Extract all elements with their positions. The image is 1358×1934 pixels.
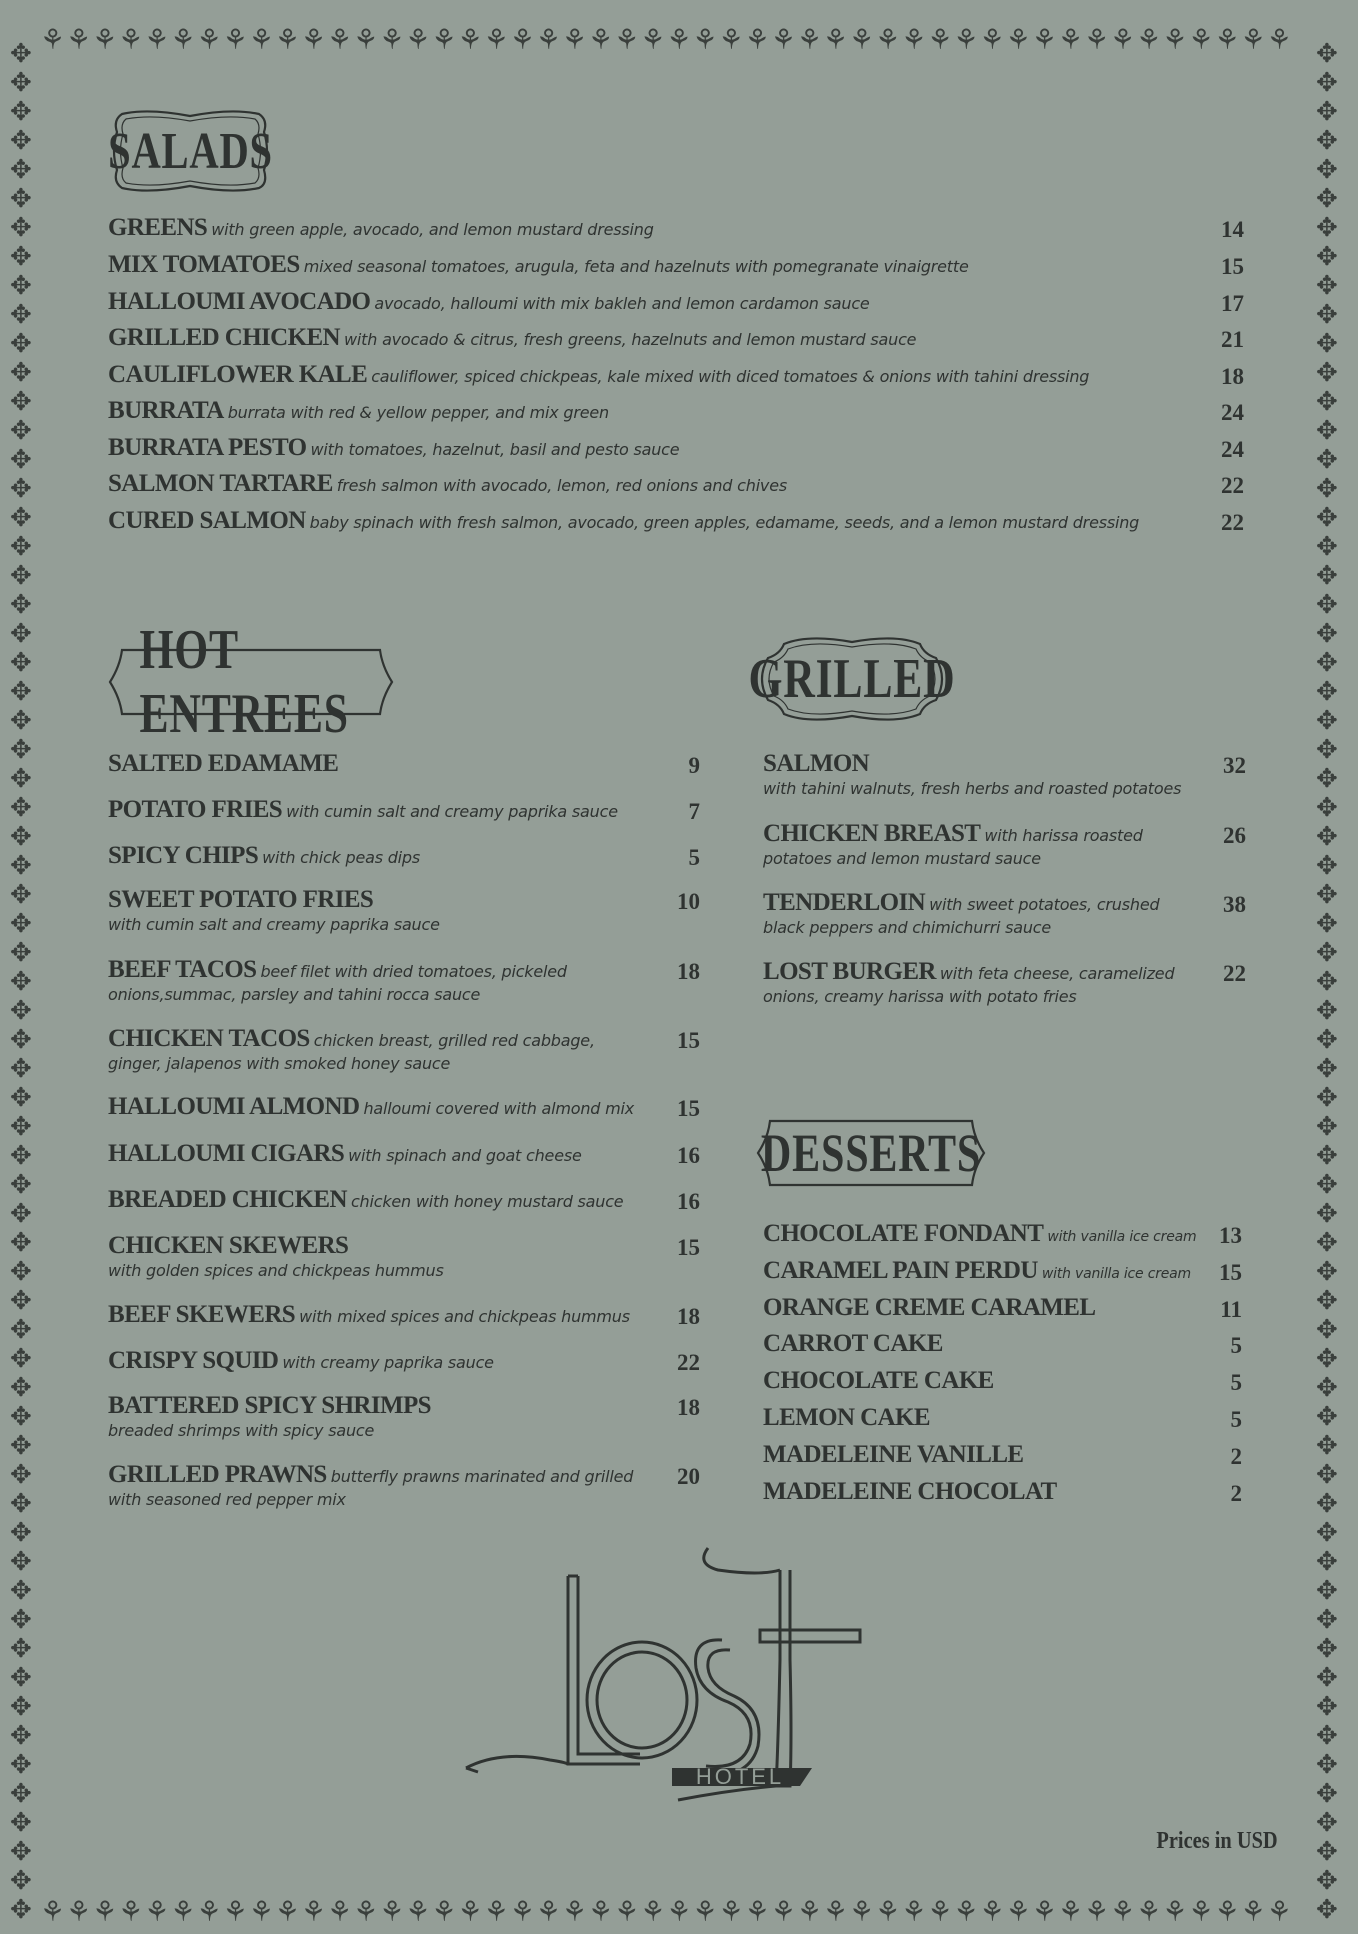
item-description: chicken breast, grilled red cabbage, bbox=[313, 1031, 595, 1050]
item-price: 22 bbox=[1221, 510, 1244, 535]
desserts-item bbox=[763, 1367, 1233, 1395]
desserts-item bbox=[763, 1294, 1233, 1322]
hot-entrees-item bbox=[108, 1140, 668, 1168]
item-price: 16 bbox=[677, 1143, 700, 1168]
item-price: 13 bbox=[1219, 1223, 1242, 1248]
item-name: BEEF TACOS bbox=[108, 956, 257, 983]
item-price: 15 bbox=[677, 1235, 700, 1260]
item-description: cauliflower, spiced chickpeas, kale mixed with diced tomatoes & onions with tahini dressing bbox=[371, 367, 1090, 386]
item-price: 2 bbox=[1230, 1481, 1242, 1506]
salads-item bbox=[108, 361, 1218, 389]
item-description: with sweet potatoes, crushed bbox=[929, 895, 1160, 914]
item-name: CHOCOLATE CAKE bbox=[763, 1367, 994, 1394]
item-name: MIX TOMATOES bbox=[108, 251, 300, 278]
item-price: 10 bbox=[677, 889, 700, 914]
item-price: 18 bbox=[677, 959, 700, 984]
item-name: CRISPY SQUID bbox=[108, 1347, 279, 1374]
item-description: burrata with red & yellow pepper, and mix green bbox=[227, 403, 609, 422]
item-name: LEMON CAKE bbox=[763, 1404, 930, 1431]
item-description-line2: onions, creamy harissa with potato fries bbox=[763, 987, 1077, 1006]
item-name: CHICKEN TACOS bbox=[108, 1025, 310, 1052]
item-description: with avocado & citrus, fresh greens, hazelnuts and lemon mustard sauce bbox=[344, 330, 917, 349]
item-price: 15 bbox=[677, 1096, 700, 1121]
item-description-line2: breaded shrimps with spicy sauce bbox=[108, 1421, 375, 1440]
item-description-line2: black peppers and chimichurri sauce bbox=[763, 918, 1052, 937]
hot-entrees-header-frame bbox=[108, 619, 394, 745]
item-description: with green apple, avocado, and lemon mustard dressing bbox=[211, 220, 654, 239]
item-name: POTATO FRIES bbox=[108, 796, 283, 823]
item-price: 2 bbox=[1230, 1444, 1242, 1469]
border-left-ornament: ✥✥✥✥✥✥✥✥✥✥✥✥✥✥✥✥✥✥✥✥✥✥✥✥✥✥✥✥✥✥✥✥✥✥✥✥✥✥✥✥✥✥✥✥✥✥✥✥✥✥✥✥✥✥✥✥✥✥✥✥✥✥✥✥✥ bbox=[10, 39, 32, 1925]
item-name: HALLOUMI CIGARS bbox=[108, 1140, 345, 1167]
hot-entrees-item bbox=[108, 842, 668, 870]
hot-entrees-item bbox=[108, 1461, 668, 1509]
lost-hotel-logo bbox=[460, 1540, 900, 1810]
item-name: BREADED CHICKEN bbox=[108, 1186, 347, 1213]
item-name: MADELEINE CHOCOLAT bbox=[763, 1478, 1057, 1505]
item-name: CHICKEN SKEWERS bbox=[108, 1232, 349, 1259]
item-name: MADELEINE VANILLE bbox=[763, 1441, 1024, 1468]
item-name: CAULIFLOWER KALE bbox=[108, 361, 368, 388]
item-name: HALLOUMI ALMOND bbox=[108, 1093, 360, 1120]
hot-entrees-item bbox=[108, 1025, 668, 1073]
item-price: 22 bbox=[1223, 961, 1246, 986]
item-description: halloumi covered with almond mix bbox=[363, 1099, 635, 1118]
item-price: 20 bbox=[677, 1464, 700, 1489]
desserts-item bbox=[763, 1257, 1233, 1285]
item-name: BURRATA bbox=[108, 397, 224, 424]
grilled-item bbox=[763, 820, 1223, 868]
item-name: SALMON TARTARE bbox=[108, 470, 333, 497]
desserts-item bbox=[763, 1478, 1233, 1506]
grilled-title: GRILLED bbox=[748, 648, 956, 710]
salads-item bbox=[108, 288, 1218, 316]
border-right-ornament: ✥✥✥✥✥✥✥✥✥✥✥✥✥✥✥✥✥✥✥✥✥✥✥✥✥✥✥✥✥✥✥✥✥✥✥✥✥✥✥✥✥✥✥✥✥✥✥✥✥✥✥✥✥✥✥✥✥✥✥✥✥✥✥✥✥ bbox=[1316, 39, 1338, 1925]
item-price: 24 bbox=[1221, 437, 1244, 462]
item-price: 38 bbox=[1223, 892, 1246, 917]
item-name: CHICKEN BREAST bbox=[763, 820, 981, 847]
item-description: with vanilla ice cream bbox=[1047, 1229, 1197, 1245]
item-price: 7 bbox=[688, 799, 700, 824]
item-description-line2: with golden spices and chickpeas hummus bbox=[108, 1261, 444, 1280]
item-price: 21 bbox=[1221, 327, 1244, 352]
item-description: baby spinach with fresh salmon, avocado, green apples, edamame, seeds, and a lemon mustard dressing bbox=[309, 513, 1140, 532]
salads-item bbox=[108, 470, 1218, 498]
item-description: beef filet with dried tomatoes, pickeled bbox=[260, 962, 567, 981]
hot-entrees-item bbox=[108, 1186, 668, 1214]
item-price: 15 bbox=[1221, 254, 1244, 279]
item-price: 18 bbox=[1221, 364, 1244, 389]
item-description-line2: potatoes and lemon mustard sauce bbox=[763, 849, 1041, 868]
hot-entrees-item bbox=[108, 750, 668, 778]
desserts-item bbox=[763, 1330, 1233, 1358]
item-description-line2: with cumin salt and creamy paprika sauce bbox=[108, 915, 440, 934]
item-description: with creamy paprika sauce bbox=[282, 1353, 494, 1372]
item-name: BATTERED SPICY SHRIMPS bbox=[108, 1392, 431, 1419]
item-description-line2: onions,summac, parsley and tahini rocca sauce bbox=[108, 985, 481, 1004]
salads-item bbox=[108, 507, 1218, 535]
item-description: with spinach and goat cheese bbox=[348, 1146, 582, 1165]
item-name: ORANGE CREME CARAMEL bbox=[763, 1294, 1096, 1321]
item-name: CHOCOLATE FONDANT bbox=[763, 1220, 1044, 1247]
grilled-item bbox=[763, 889, 1223, 937]
item-description-line2: with seasoned red pepper mix bbox=[108, 1490, 346, 1509]
item-description: with feta cheese, caramelized bbox=[939, 964, 1175, 983]
grilled-item bbox=[763, 750, 1223, 798]
item-price: 5 bbox=[1230, 1407, 1242, 1432]
hot-entrees-item bbox=[108, 886, 668, 934]
salads-title: SALADS bbox=[108, 122, 273, 180]
salads-item bbox=[108, 434, 1218, 462]
desserts-item bbox=[763, 1220, 1233, 1248]
grilled-item bbox=[763, 958, 1223, 1006]
hot-entrees-title: HOT ENTREES bbox=[139, 619, 349, 745]
item-name: GREENS bbox=[108, 214, 208, 241]
item-description: with harissa roasted bbox=[984, 826, 1143, 845]
border-top-ornament: ⚘⚘⚘⚘⚘⚘⚘⚘⚘⚘⚘⚘⚘⚘⚘⚘⚘⚘⚘⚘⚘⚘⚘⚘⚘⚘⚘⚘⚘⚘⚘⚘⚘⚘⚘⚘⚘⚘⚘⚘⚘⚘⚘⚘⚘⚘⚘⚘ bbox=[40, 23, 1293, 56]
item-name: BURRATA PESTO bbox=[108, 434, 307, 461]
border-bottom-ornament: ⚘⚘⚘⚘⚘⚘⚘⚘⚘⚘⚘⚘⚘⚘⚘⚘⚘⚘⚘⚘⚘⚘⚘⚘⚘⚘⚘⚘⚘⚘⚘⚘⚘⚘⚘⚘⚘⚘⚘⚘⚘⚘⚘⚘⚘⚘⚘⚘ bbox=[40, 1895, 1293, 1928]
item-name: CARAMEL PAIN PERDU bbox=[763, 1257, 1038, 1284]
item-price: 24 bbox=[1221, 400, 1244, 425]
item-price: 16 bbox=[677, 1189, 700, 1214]
item-description: fresh salmon with avocado, lemon, red onions and chives bbox=[336, 476, 787, 495]
logo-hotel-text: HOTEL bbox=[695, 1764, 785, 1789]
item-name: SALTED EDAMAME bbox=[108, 750, 339, 777]
item-price: 15 bbox=[677, 1028, 700, 1053]
item-description-line2: ginger, jalapenos with smoked honey sauce bbox=[108, 1054, 451, 1073]
item-description: avocado, halloumi with mix bakleh and lemon cardamon sauce bbox=[374, 294, 870, 313]
item-name: TENDERLOIN bbox=[763, 889, 926, 916]
desserts-title: DESSERTS bbox=[760, 1123, 982, 1183]
salads-item bbox=[108, 324, 1218, 352]
item-price: 18 bbox=[677, 1304, 700, 1329]
item-description: butterfly prawns marinated and grilled bbox=[330, 1467, 634, 1486]
item-price: 5 bbox=[688, 845, 700, 870]
item-price: 22 bbox=[677, 1350, 700, 1375]
hot-entrees-item bbox=[108, 1093, 668, 1121]
item-name: SALMON bbox=[763, 750, 870, 777]
item-price: 17 bbox=[1221, 291, 1244, 316]
item-description: with mixed spices and chickpeas hummus bbox=[299, 1307, 630, 1326]
item-price: 32 bbox=[1223, 753, 1246, 778]
item-description: mixed seasonal tomatoes, arugula, feta and hazelnuts with pomegranate vinaigrette bbox=[303, 257, 969, 276]
hot-entrees-item bbox=[108, 1301, 668, 1329]
salads-header-frame bbox=[108, 104, 273, 198]
hot-entrees-item bbox=[108, 956, 668, 1004]
item-price: 26 bbox=[1223, 823, 1246, 848]
prices-note: Prices in USD bbox=[1156, 1828, 1278, 1854]
item-price: 18 bbox=[677, 1395, 700, 1420]
item-name: CARROT CAKE bbox=[763, 1330, 943, 1357]
item-description: with chick peas dips bbox=[262, 848, 421, 867]
item-name: LOST BURGER bbox=[763, 958, 936, 985]
hot-entrees-item bbox=[108, 1347, 668, 1375]
hot-entrees-item bbox=[108, 796, 668, 824]
item-price: 11 bbox=[1220, 1297, 1242, 1322]
item-description: with vanilla ice cream bbox=[1041, 1266, 1191, 1282]
item-name: HALLOUMI AVOCADO bbox=[108, 288, 371, 315]
item-price: 15 bbox=[1219, 1260, 1242, 1285]
item-name: SPICY CHIPS bbox=[108, 842, 259, 869]
salads-item bbox=[108, 214, 1218, 242]
item-description: chicken with honey mustard sauce bbox=[350, 1192, 624, 1211]
hot-entrees-item bbox=[108, 1392, 668, 1440]
item-name: BEEF SKEWERS bbox=[108, 1301, 296, 1328]
item-description: with tomatoes, hazelnut, basil and pesto sauce bbox=[310, 440, 680, 459]
desserts-header-frame bbox=[756, 1118, 986, 1188]
item-name: GRILLED CHICKEN bbox=[108, 324, 341, 351]
item-name: SWEET POTATO FRIES bbox=[108, 886, 374, 913]
grilled-header-frame bbox=[748, 632, 956, 726]
item-price: 5 bbox=[1230, 1333, 1242, 1358]
item-price: 14 bbox=[1221, 217, 1244, 242]
desserts-item bbox=[763, 1404, 1233, 1432]
salads-item bbox=[108, 251, 1218, 279]
item-description-line2: with tahini walnuts, fresh herbs and roasted potatoes bbox=[763, 779, 1182, 798]
item-price: 5 bbox=[1230, 1370, 1242, 1395]
item-description: with cumin salt and creamy paprika sauce bbox=[286, 802, 618, 821]
item-name: GRILLED PRAWNS bbox=[108, 1461, 327, 1488]
salads-item bbox=[108, 397, 1218, 425]
desserts-item bbox=[763, 1441, 1233, 1469]
item-price: 9 bbox=[688, 753, 700, 778]
item-name: CURED SALMON bbox=[108, 507, 306, 534]
hot-entrees-item bbox=[108, 1232, 668, 1280]
item-price: 22 bbox=[1221, 473, 1244, 498]
